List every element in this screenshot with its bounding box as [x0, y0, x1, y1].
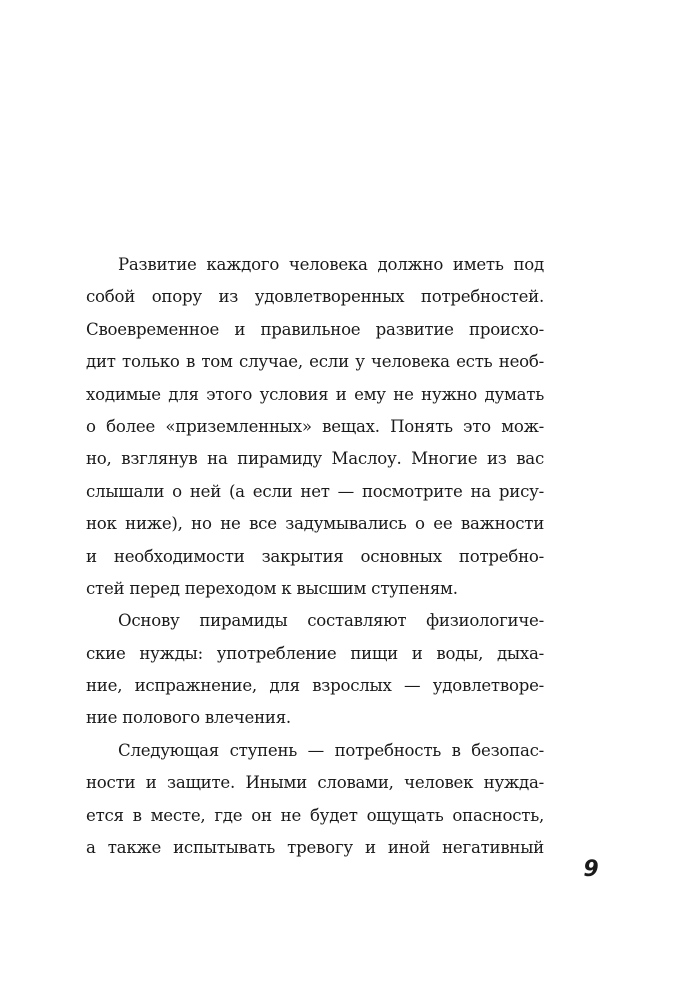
paragraph-physiological-needs: [86, 605, 544, 735]
text-line: ские нужды: употребление пищи и воды, дыха-: [86, 643, 544, 663]
text-line: ходимые для этого условия и ему не нужно думать: [86, 384, 544, 404]
body-text: [86, 249, 544, 864]
text-line: нок ниже), но не все задумывались о ее важности: [86, 514, 544, 534]
page-number: 9: [583, 857, 599, 882]
text-line: и необходимости закрытия основных потребно-: [86, 546, 544, 566]
text-line: а также испытывать тревогу и иной негативный: [86, 838, 544, 858]
text-line: слышали о ней (а если нет — посмотрите на рису-: [86, 481, 544, 501]
text-line: Развитие каждого человека должно иметь под: [118, 255, 544, 274]
text-line: ние, испражнение, для взрослых — удовлетворе-: [86, 676, 544, 696]
text-line: ется в месте, где он не будет ощущать опасность,: [86, 805, 544, 825]
text-line: о более «приземленных» вещах. Понять это мож-: [86, 416, 544, 436]
text-line: но, взглянув на пирамиду Маслоу. Многие из вас: [86, 449, 544, 469]
text-line: Основу пирамиды составляют физиологиче-: [118, 611, 544, 631]
paragraph-safety-needs: [86, 735, 544, 865]
text-line: Следующая ступень — потребность в безопас-: [118, 740, 544, 760]
text-line: ности и защите. Иными словами, человек нужда-: [86, 773, 544, 793]
text-line: дит только в том случае, если у человека есть необ-: [86, 352, 544, 372]
text-line: собой опору из удовлетворенных потребностей.: [86, 287, 544, 307]
text-line: ние полового влечения.: [86, 708, 291, 728]
paragraph-maslow-intro: [86, 249, 544, 605]
text-line: Своевременное и правильное развитие происхо-: [86, 319, 544, 339]
text-line: стей перед переходом к высшим ступеням.: [86, 578, 458, 598]
